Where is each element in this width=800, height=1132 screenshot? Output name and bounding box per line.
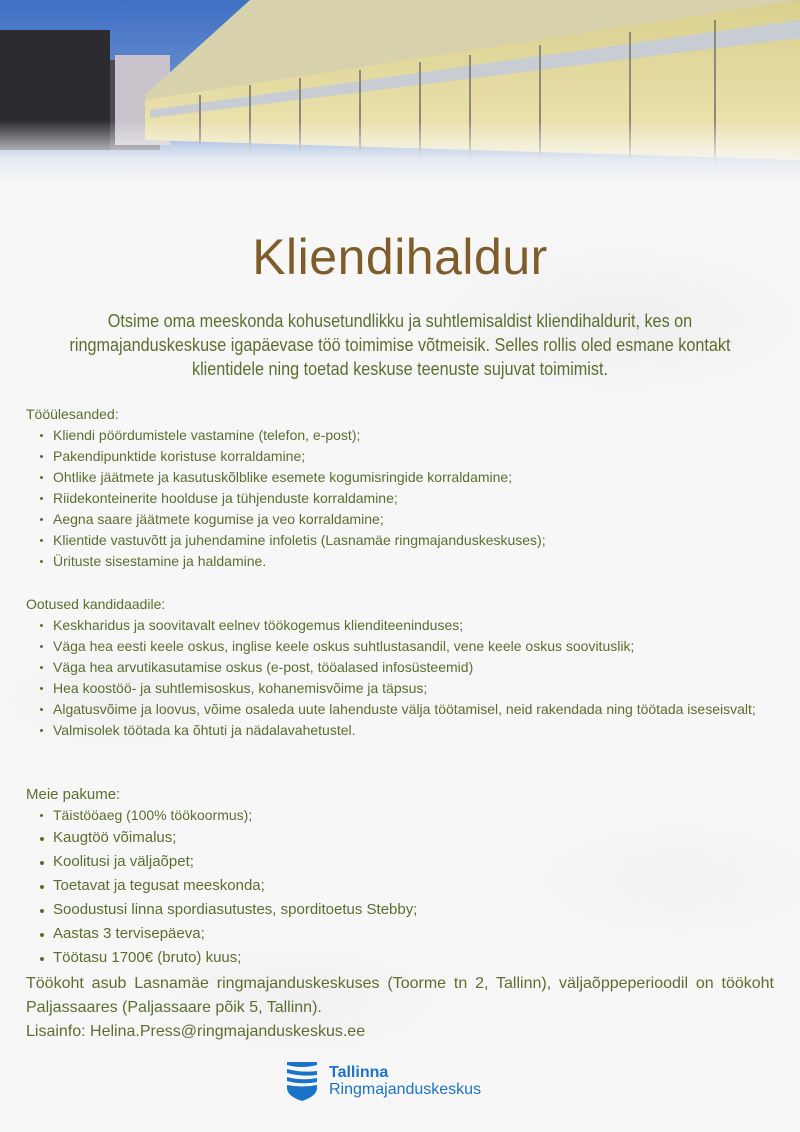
list-item: Aastas 3 tervisepäeva; [38,922,786,946]
list-item: Pakendipunktide koristuse korraldamine; [38,446,786,467]
list-item: Täistööaeg (100% töökoormus); [38,805,786,826]
logo [285,1060,481,1102]
contact-line [26,1020,774,1044]
page-title: Kliendihaldur [252,229,548,285]
expectations-list [26,615,786,741]
logo-text [329,1064,481,1098]
list-item: Toetavat ja tegusat meeskonda; [38,874,786,898]
section-offer [26,784,786,970]
section-tasks [26,404,786,572]
list-item: Algatusvõime ja loovus, võime osaleda uute lahenduste välja töötamisel, neid rakendada ning töötada iseseisvalt; [38,699,786,720]
list-item: Riidekonteinerite hoolduse ja tühjenduste korraldamine; [38,488,786,509]
list-item: Töötasu 1700€ (bruto) kuus; [38,946,786,970]
list-item: Klientide vastuvõtt ja juhendamine infoletis (Lasnamäe ringmajanduskeskuses); [38,530,786,551]
list-item: Aegna saare jäätmete kogumise ja veo korraldamine; [38,509,786,530]
list-item: Keskharidus ja soovitavalt eelnev töökogemus klienditeeninduses; [38,615,786,636]
list-item: Kliendi pöördumistele vastamine (telefon, e-post); [38,425,786,446]
logo-line1: Tallinna [329,1064,389,1081]
section-heading: Ootused kandidaadile: [26,596,166,612]
footer-info [26,972,774,1044]
section-heading: Meie pakume: [26,786,121,803]
hero-image [0,0,800,200]
list-item: Valmisolek töötada ka õhtuti ja nädalavahetustel. [38,720,786,741]
section-heading: Tööülesanded: [26,406,119,422]
list-item: Ürituste sisestamine ja haldamine. [38,551,786,572]
intro-paragraph: Otsime oma meeskonda kohusetundlikku ja suhtlemisaldist kliendihaldurit, kes on ringmajanduskeskuse igapäevase töö toimimise võtmeisik. Selles rollis oled esmane kontakt klientidele ning toetad keskuse teenuste sujuvat toimimist. [69,311,731,379]
list-item: Kaugtöö võimalus; [38,826,786,850]
hero-fade [0,0,800,200]
contact-label: Lisainfo: [26,1023,86,1040]
section-expectations [26,594,786,741]
tallinn-shield-icon [285,1060,319,1102]
list-item: Hea koostöö- ja suhtlemisoskus, kohanemisvõime ja täpsus; [38,678,786,699]
list-item: Soodustusi linna spordiasutustes, sporditoetus Stebby; [38,898,786,922]
list-item: Koolitusi ja väljaõpet; [38,850,786,874]
list-item: Ohtlike jäätmete ja kasutuskõlblike esemete kogumisringide korraldamine; [38,467,786,488]
location-text: Töökoht asub Lasnamäe ringmajanduskeskuses (Toorme tn 2, Tallinn), väljaõppeperioodil on töökoht Paljassaares (Paljassaare põik 5, Tallinn). [26,975,774,1016]
contact-email[interactable]: Helina.Press@ringmajanduskeskus.ee [90,1023,366,1040]
offer-list [26,805,786,970]
tasks-list [26,425,786,572]
list-item: Väga hea arvutikasutamise oskus (e-post, tööalased infosüsteemid) [38,657,786,678]
list-item: Väga hea eesti keele oskus, inglise keele oskus suhtlustasandil, vene keele oskus soovituslik; [38,636,786,657]
logo-line2: Ringmajanduskeskus [329,1081,482,1098]
